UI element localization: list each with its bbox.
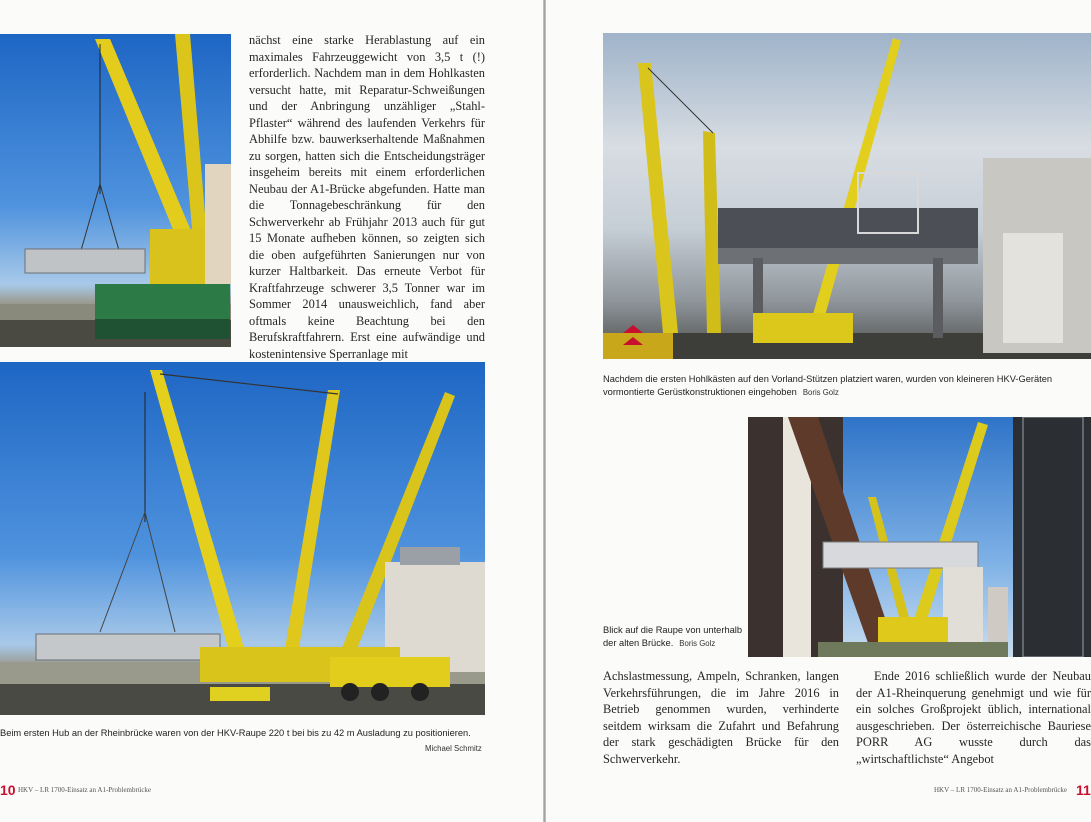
credit-crawler-view: Boris Golz	[679, 639, 716, 648]
caption-hohlkaesten: Nachdem die ersten Hohlkästen auf den Vorland-Stützen platziert waren, wurden von kleineren HKV-Geräten vormontierte Gerüstkonstruktionen eingehoben Boris Golz	[603, 374, 1053, 397]
caption-first-lift: Beim ersten Hub an der Rheinbrücke waren von der HKV-Raupe 220 t bei bis zu 42 m Ausladung zu positionieren.	[0, 728, 471, 738]
running-head-left: HKV – LR 1700-Einsatz an A1-Problembrücke	[18, 786, 152, 794]
left-page	[0, 0, 544, 822]
page-number-left: 10	[0, 782, 16, 798]
credit-hohlkaesten: Boris Golz	[802, 388, 839, 397]
photo-hohlkaesten-vorland	[603, 33, 1091, 359]
right-body-col1: Achslastmessung, Ampeln, Schranken, langen Verkehrsführungen, die im Jahre 2016 in Betrieb genommen wurden, verhinderte seitdem wirksam die Zufahrt und Befahrung der stark geschädigten Brücke für den Schwerverkehr.	[603, 669, 839, 766]
photo-first-lift-rhine-bridge	[0, 362, 485, 715]
credit-first-lift: Michael Schmitz	[425, 744, 482, 753]
photo-crane-lift-top	[0, 34, 231, 347]
photo-crawler-under-old-bridge	[748, 417, 1091, 657]
right-page	[546, 0, 1091, 822]
caption-crawler-view: Blick auf die Raupe von unterhalb der alten Brücke. Boris Golz	[603, 625, 743, 648]
running-head-right: HKV – LR 1700-Einsatz an A1-Problembrücke	[934, 786, 1068, 794]
left-body-text: nächst eine starke Herablastung auf ein maximales Fahrzeuggewicht von 3,5 t (!) erforderlich. Nachdem man in dem Hohlkasten versucht hatte, mit Reparatur-Schweißungen und der Anbringung unzähliger „Stahl-Pflaster“ während des laufenden Verkehrs für Abhilfe bzw. bauwerkserhaltende Maßnahmen zu sorgen, hatten sich die Entscheidungsträger insgeheim bereits mit einem erforderlichen Neubau der A1-Brücke abgefunden. Hatte man die Tonnagebeschränkung für den Schwerverkehr ab Frühjahr 2013 auch für gut 15 Monate aufheben können, so zeigten sich die oben aufgeführten Sanierungen nur von kurzer Haltbarkeit. Das erneute Verbot für Kraftfahrzeuge schwerer 3,5 Tonner war im Sommer 2014 unausweichlich, fand aber oftmals keine Beachtung bei den Berufskraftfahrern. Erst eine aufwändige und kostenintensive Sperranlage mit	[249, 33, 485, 361]
right-body-col2: Ende 2016 schließlich wurde der Neubau der A1-Rheinquerung genehmigt und wie für ein solches Großprojekt üblich, international ausgeschrieben. Der österreichische Bauriese PORR AG wusste durch das „wirtschaftlichste“ Angebot	[856, 669, 1091, 766]
page-number-right: 11	[1076, 782, 1091, 798]
